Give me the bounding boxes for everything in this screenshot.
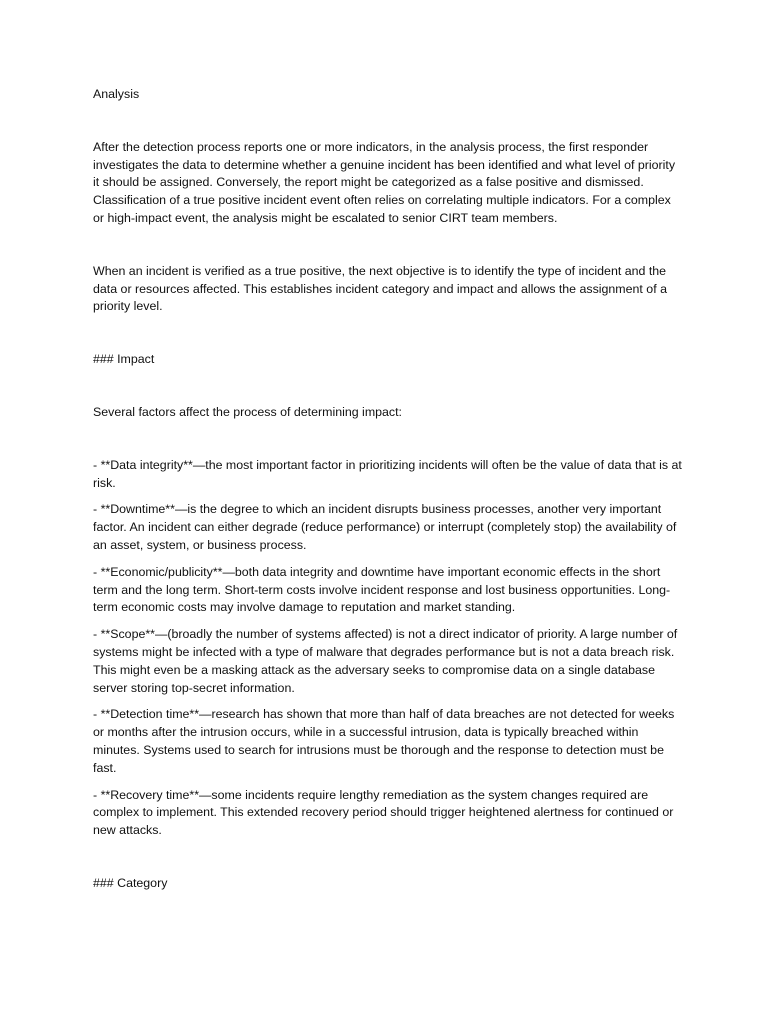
factor-data-integrity: - **Data integrity**—the most important factor in prioritizing incidents will often be the value of data that is at risk. <box>93 457 682 490</box>
spacer <box>93 840 683 875</box>
document-body <box>93 86 683 893</box>
spacer <box>93 697 683 706</box>
spacer <box>93 369 683 404</box>
factor-detection-time: - **Detection time**—research has shown that more than half of data breaches are not detected for weeks or months after the intrusion occurs, while in a successful intrusion, data is typically breached within minutes. Systems used to search for intrusions must be thorough and the response to detection must be fast. <box>93 707 675 775</box>
factor-scope: - **Scope**—(broadly the number of systems affected) is not a direct indicator of priority. A large number of systems might be infected with a type of malware that degrades performance but is not a data breach risk. This might even be a masking attack as the adversary seeks to compromise data on a single database server storing top-secret information. <box>93 627 678 695</box>
spacer <box>93 778 683 787</box>
spacer <box>93 422 683 457</box>
document-title: Analysis <box>93 87 140 101</box>
spacer <box>93 316 683 351</box>
impact-intro: Several factors affect the process of determining impact: <box>93 404 402 419</box>
factor-downtime: - **Downtime**—is the degree to which an incident disrupts business processes, another very important factor. An incident can either degrade (reduce performance) or interrupt (completely stop) the availability of an asset, system, or business process. <box>93 502 677 552</box>
spacer <box>93 228 683 263</box>
factor-recovery-time: - **Recovery time**—some incidents require lengthy remediation as the system changes required are complex to implement. This extended recovery period should trigger heightened alertness for continued or new attacks. <box>93 787 674 838</box>
spacer <box>93 104 683 139</box>
spacer <box>93 555 683 564</box>
impact-heading: ### Impact <box>93 352 155 367</box>
paragraph-true-positive: When an incident is verified as a true positive, the next objective is to identify the type of incident and the data or resources affected. This establishes incident category and impact and allows the assignment of a priority level. <box>93 263 667 314</box>
paragraph-analysis-intro: After the detection process reports one or more indicators, in the analysis process, the first responder investigates the data to determine whether a genuine incident has been identified and what level of priority it should be assigned. Conversely, the report might be categorized as a false positive and dismissed. Classification of a true positive incident event often relies on correlating multiple indicators. For a complex or high-impact event, the analysis might be escalated to senior CIRT team members. <box>93 139 676 225</box>
spacer <box>93 492 683 501</box>
category-heading: ### Category <box>93 875 168 890</box>
spacer <box>93 617 683 626</box>
factor-economic-publicity: - **Economic/publicity**—both data integrity and downtime have important economic effects in the short term and the long term. Short-term costs involve incident response and lost business opportunities. Long-term economic costs may involve damage to reputation and market standing. <box>93 564 671 615</box>
